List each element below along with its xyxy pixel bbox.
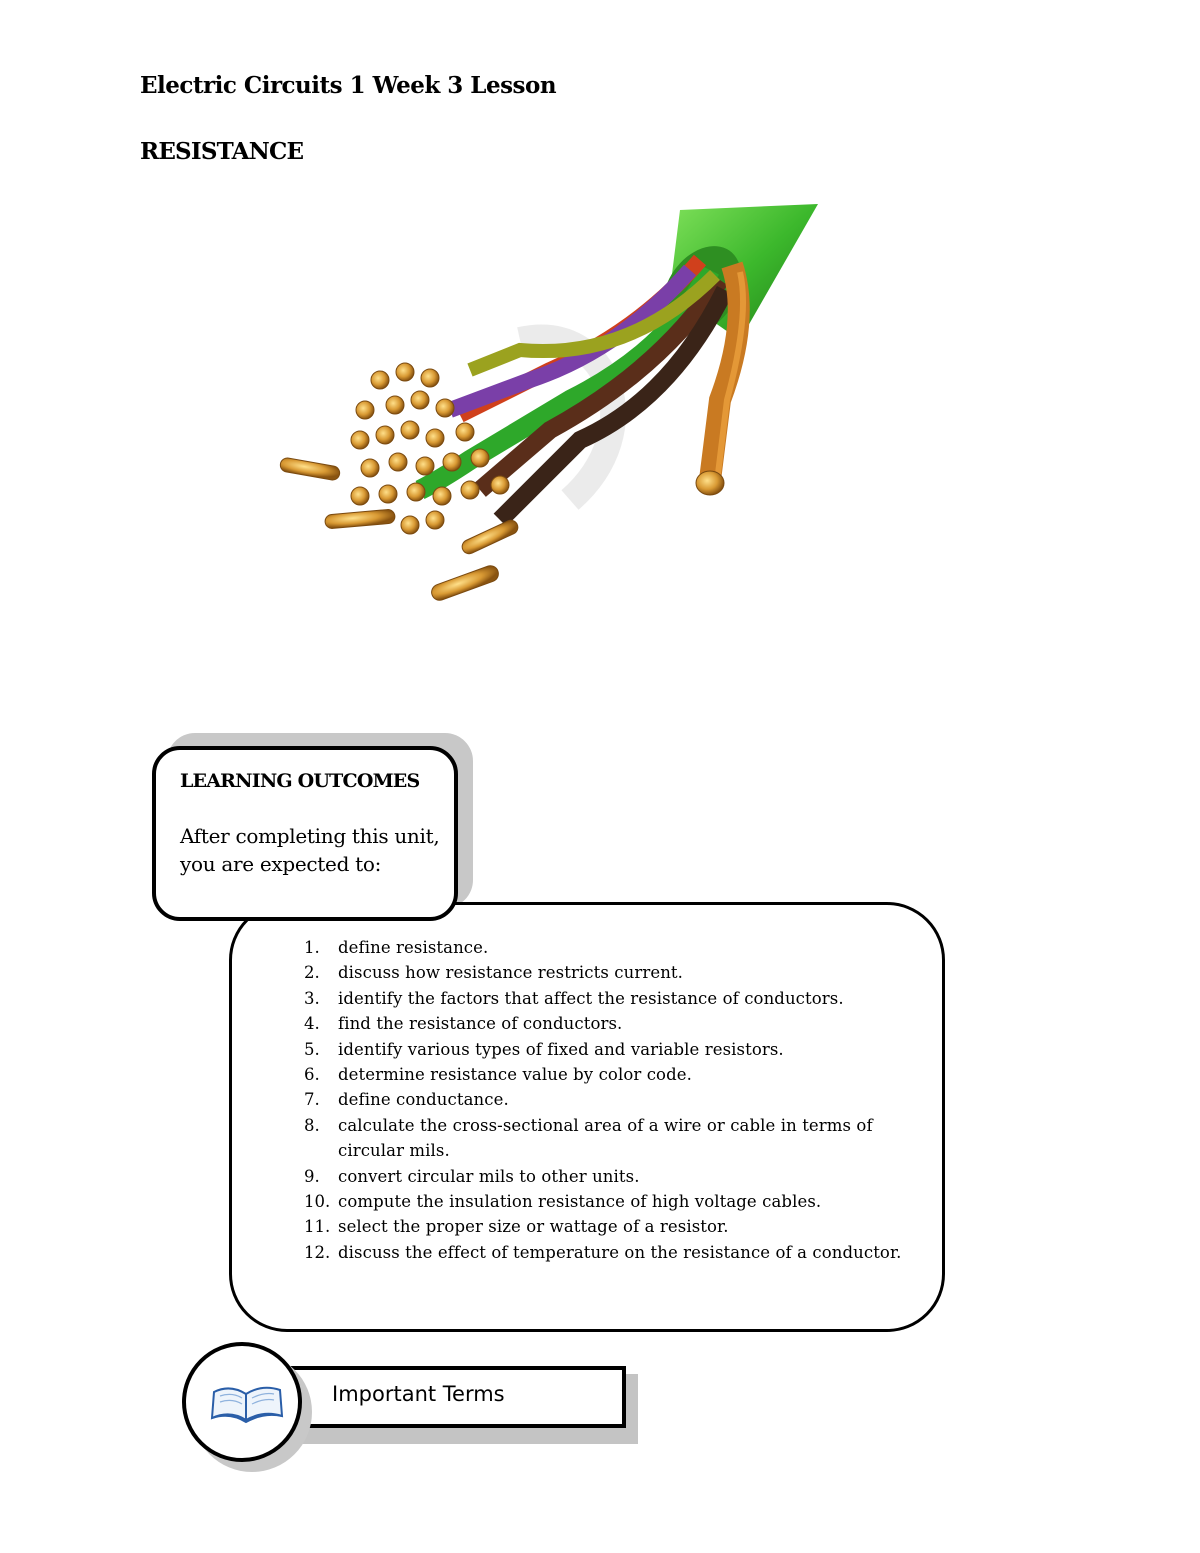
list-text: identify various types of fixed and variable resistors. xyxy=(338,1039,784,1059)
list-item xyxy=(304,1113,918,1164)
outcomes-heading: LEARNING OUTCOMES xyxy=(180,770,420,792)
list-number: 12. xyxy=(304,1242,331,1262)
list-item xyxy=(304,1240,918,1265)
list-number: 8. xyxy=(304,1115,320,1135)
lesson-title: Electric Circuits 1 Week 3 Lesson xyxy=(140,72,557,99)
outcomes-header-box xyxy=(152,746,458,921)
list-text: define resistance. xyxy=(338,938,489,957)
outcomes-list-box xyxy=(229,902,945,1332)
list-item xyxy=(304,1214,918,1239)
list-number: 4. xyxy=(304,1014,320,1034)
list-text: select the proper size or wattage of a resistor. xyxy=(338,1217,729,1237)
list-text: discuss the effect of temperature on the resistance of a conductor. xyxy=(338,1242,902,1262)
list-item xyxy=(304,1011,918,1036)
list-item xyxy=(304,960,918,985)
list-text: calculate the cross-sectional area of a wire or cable in terms of circular mils. xyxy=(338,1115,873,1161)
outcomes-intro: After completing this unit, you are expected to: xyxy=(180,824,440,876)
list-number: 5. xyxy=(304,1039,320,1059)
list-item xyxy=(304,935,918,960)
list-item xyxy=(304,1037,918,1062)
list-number: 11. xyxy=(304,1217,331,1237)
list-item xyxy=(304,1062,918,1087)
list-item xyxy=(304,1087,918,1112)
list-number: 1. xyxy=(304,938,320,957)
list-text: compute the insulation resistance of high voltage cables. xyxy=(338,1192,822,1212)
open-book-icon xyxy=(208,1380,284,1426)
list-text: discuss how resistance restricts current. xyxy=(338,963,684,983)
cable-illustration xyxy=(270,200,830,610)
list-item xyxy=(304,1189,918,1214)
list-number: 3. xyxy=(304,988,320,1008)
terms-icon-circle xyxy=(182,1342,302,1462)
list-text: identify the factors that affect the resistance of conductors. xyxy=(338,988,844,1008)
list-text: determine resistance value by color code. xyxy=(338,1065,692,1085)
terms-label: Important Terms xyxy=(332,1382,505,1406)
list-number: 9. xyxy=(304,1166,320,1186)
list-item xyxy=(304,1164,918,1189)
lesson-topic: RESISTANCE xyxy=(140,138,304,165)
list-number: 2. xyxy=(304,963,320,983)
list-number: 6. xyxy=(304,1065,320,1085)
list-text: find the resistance of conductors. xyxy=(338,1014,623,1034)
list-number: 7. xyxy=(304,1090,320,1110)
list-text: convert circular mils to other units. xyxy=(338,1166,640,1186)
list-number: 10. xyxy=(304,1192,331,1212)
list-item xyxy=(304,986,918,1011)
terms-banner xyxy=(290,1366,626,1428)
outcomes-list xyxy=(304,935,918,1265)
list-text: define conductance. xyxy=(338,1090,509,1110)
